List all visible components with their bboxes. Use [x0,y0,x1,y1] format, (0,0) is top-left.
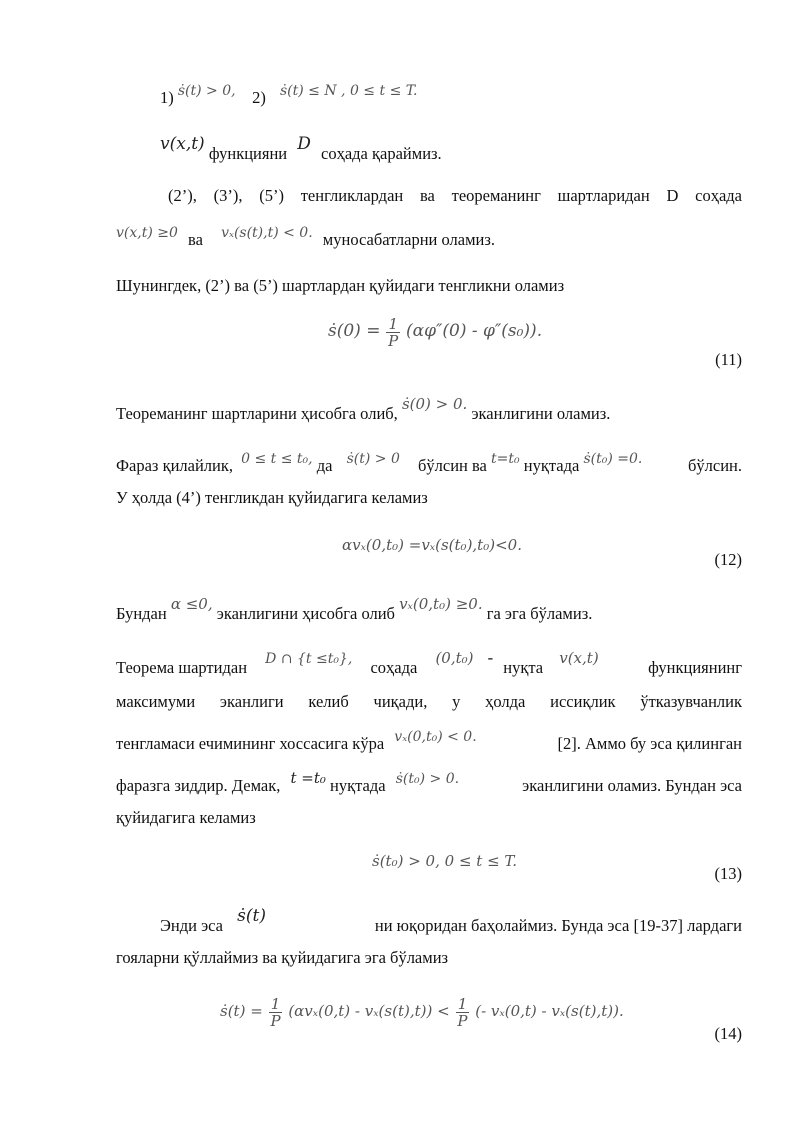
condition-1-number: 1) [160,88,174,107]
para3-formula: ṡ(0) > 0. [401,395,468,413]
condition-1-formula: ṡ(t) > 0, [177,83,236,99]
para7-line3 [116,726,742,753]
para4-text-4: нуқтада [523,456,580,475]
function-text-2: соҳада қараймиз. [321,144,442,163]
eq11-lhs: ṡ(0) = [328,321,381,342]
eq14-middle: (αvₓ(0,t) - vₓ(s(t),t)) < [288,1002,450,1021]
condition-2-formula: ṡ(t) ≤ N , 0 ≤ t ≤ T. [279,83,418,99]
para5-line: У ҳолда (4’) тенгликдан қуйидагига келамиз [116,488,428,507]
para6-text-2: эканлигини ҳисобга олиб [216,604,395,623]
para7-formula-3: v(x,t) [559,649,599,667]
para4-text-5: бўлсин. [688,456,742,475]
para8-text-2: ни юқоридан баҳолаймиз. Бунда эса [19-37] лардаги [374,916,742,935]
para1-text-end: муносабатларни оламиз. [322,230,496,249]
para7-l3-text-1: тенгламаси ечимининг хоссасига кўра [116,734,385,753]
para7-l4-formula-2: ṡ(t₀) > 0. [395,771,460,787]
para4-text-1: Фараз қилайлик, [116,456,234,475]
eq13-number: (13) [714,864,742,883]
eq14-fraction-1 [269,996,283,1029]
para7-l4-text-2: нуқтада [330,776,386,795]
para4-text-3: бўлсин ва [418,456,487,475]
equation-11 [328,316,542,349]
para1-formula-1: v(x,t) ≥0 [116,225,178,241]
eq14-denominator-1: P [270,1012,281,1030]
para6-formula-2: vₓ(0,t₀) ≥0. [399,595,483,613]
para7-l4-text-3: эканлигини оламиз. Бундан эса [522,776,742,795]
para8-formula: ṡ(t) [237,906,266,926]
conditions-line [160,80,786,107]
para6-text-3: га эга бўламиз. [486,604,593,623]
para6-formula-1: α ≤0, [170,595,213,613]
eq14-denominator-2: P [457,1012,468,1030]
para7-l3-formula: vₓ(0,t₀) < 0. [394,729,477,745]
equation-14 [220,996,624,1029]
para3-line [116,394,742,423]
para1-line2 [116,222,742,249]
para1-line1: (2’), (3’), (5’) тенгликлардан ва теореманинг шартларидан D соҳада [168,186,742,205]
para1-formula-2: vₓ(s(t),t) < 0. [221,225,313,241]
para8-line2: гояларни қўллаймиз ва қуйидагига эга бўламиз [116,948,449,967]
eq14-lhs: ṡ(t) = [220,1002,263,1021]
para7-line1 [116,648,742,677]
para4-formula-4: ṡ(t₀) =0. [583,451,643,467]
eq11-number: (11) [715,350,742,369]
para8-text-1: Энди эса [160,916,224,935]
para1-text-and: ва [188,230,203,249]
eq11-fraction [386,316,400,349]
condition-2-number: 2) [252,88,266,107]
function-line [160,134,786,163]
eq14-numerator-1: 1 [270,995,281,1013]
para7-line4 [116,768,742,795]
para7-formula-1: D ∩ {t ≤t₀}, [265,651,353,667]
function-text: функцияни [208,144,288,163]
eq11-denominator: P [388,332,399,350]
eq11-rhs: (αφ″(0) - φ″(s₀)). [406,321,543,342]
para7-l4-formula-1: t =t₀ [290,769,326,787]
eq11-numerator: 1 [388,315,398,333]
para2-line: Шунингдек, (2’) ва (5’) шартлардан қуйидаги тенгликни оламиз [116,276,565,295]
para7-l3-text-2: [2]. Аммо бу эса қилинган [557,734,742,753]
equation-13: ṡ(t₀) > 0, 0 ≤ t ≤ T. [372,852,517,870]
para3-text-2: эканлигини оламиз. [471,404,611,423]
para7-line5: қуйидагига келамиз [116,808,256,827]
para4-formula-3: t=t₀ [491,451,520,467]
equation-12: αvₓ(0,t₀) =vₓ(s(t₀),t₀)<0. [342,536,522,554]
para7-text-2: соҳада [370,658,418,677]
para4-line1 [116,448,742,475]
eq14-number: (14) [714,1024,742,1043]
para3-text-1: Теореманинг шартларини ҳисобга олиб, [116,404,398,423]
para7-text-4: нуқта [503,658,544,677]
para7-l4-text-1: фаразга зиддир. Демак, [116,776,281,795]
para8-line1 [160,906,742,935]
para7-text-5: функциянинг [648,658,742,677]
para7-line2: максимуми эканлиги келиб чиқади, у ҳолда иссиқлик ўтказувчанлик [116,692,742,711]
eq14-numerator-2: 1 [457,995,468,1013]
para7-text-3: - [487,648,494,667]
para4-formula-2: ṡ(t) > 0 [346,451,400,467]
eq14-fraction-2 [456,996,470,1029]
eq14-rhs: (- vₓ(0,t) - vₓ(s(t),t)). [475,1002,624,1021]
para4-text-2: да [316,456,333,475]
para4-formula-1: 0 ≤ t ≤ t₀, [241,451,313,467]
para7-formula-2: (0,t₀) [435,649,474,667]
eq12-number: (12) [714,550,742,569]
para6-text-1: Бундан [116,604,167,623]
domain-d-formula: D [297,134,311,154]
function-v-formula: v(x,t) [160,134,205,154]
para6-line [116,594,742,623]
para7-text-1: Теорема шартидан [116,658,248,677]
